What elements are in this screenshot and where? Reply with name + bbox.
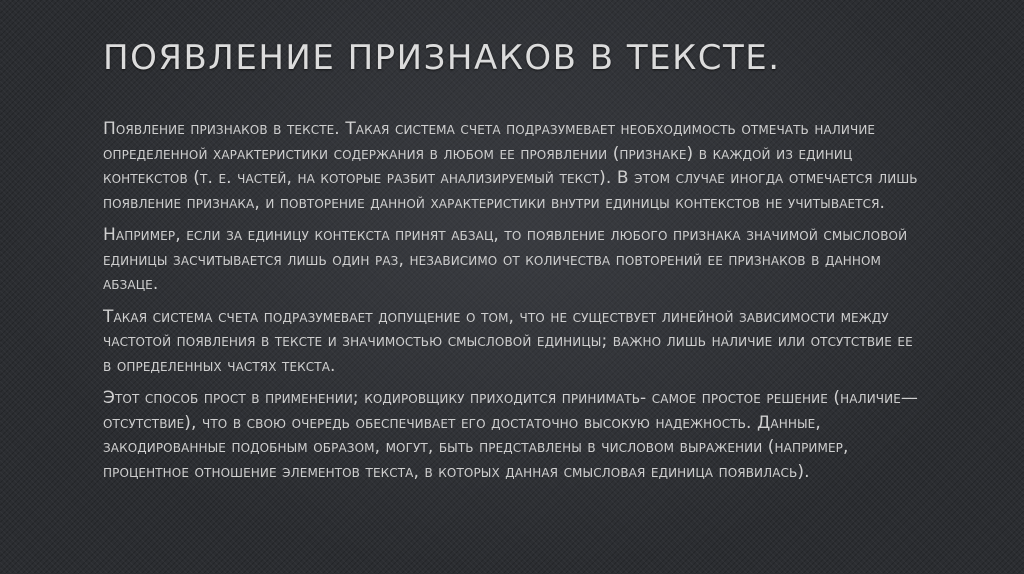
paragraph-4: Этот способ прост в применении; кодировщику приходится принимать- самое простое решение (наличие—отсутствие), что в свою очередь обеспечивает его достаточно высокую надежность. Данные, закодированные подобным образом, могут, быть представлены в числовом выражении (например, процентное отношение элементов текста, в которых данная смысловая единица появилась). <box>103 388 918 482</box>
paragraph-1: Появление признаков в тексте. Такая система счета подразумевает необходимость отмечать наличие определенной характеристики содержания в любом ее проявлении (признаке) в каждой из единиц контекстов (т. е. частей, на которые разбит анализируемый текст). В этом случае иногда отмечается лишь появление признака, и повторение данной характеристики внутри единицы контекстов не учитывается. <box>103 119 918 213</box>
paragraph-2: Например, если за единицу контекста принят абзац, то появление любого признака значимой смысловой единицы засчитывается лишь один раз, независимо от количества повторений ее признаков в данном абзаце. <box>103 225 908 294</box>
slide-title: ПОЯВЛЕНИЕ ПРИЗНАКОВ В ТЕКСТЕ. <box>103 38 781 78</box>
paragraph-3: Такая система счета подразумевает допущение о том, что не существует линейной зависимости между частотой появления в тексте и значимостью смысловой единицы; важно лишь наличие или отсутствие ее в определенных частях текста. <box>103 306 913 376</box>
slide-body <box>103 117 923 492</box>
